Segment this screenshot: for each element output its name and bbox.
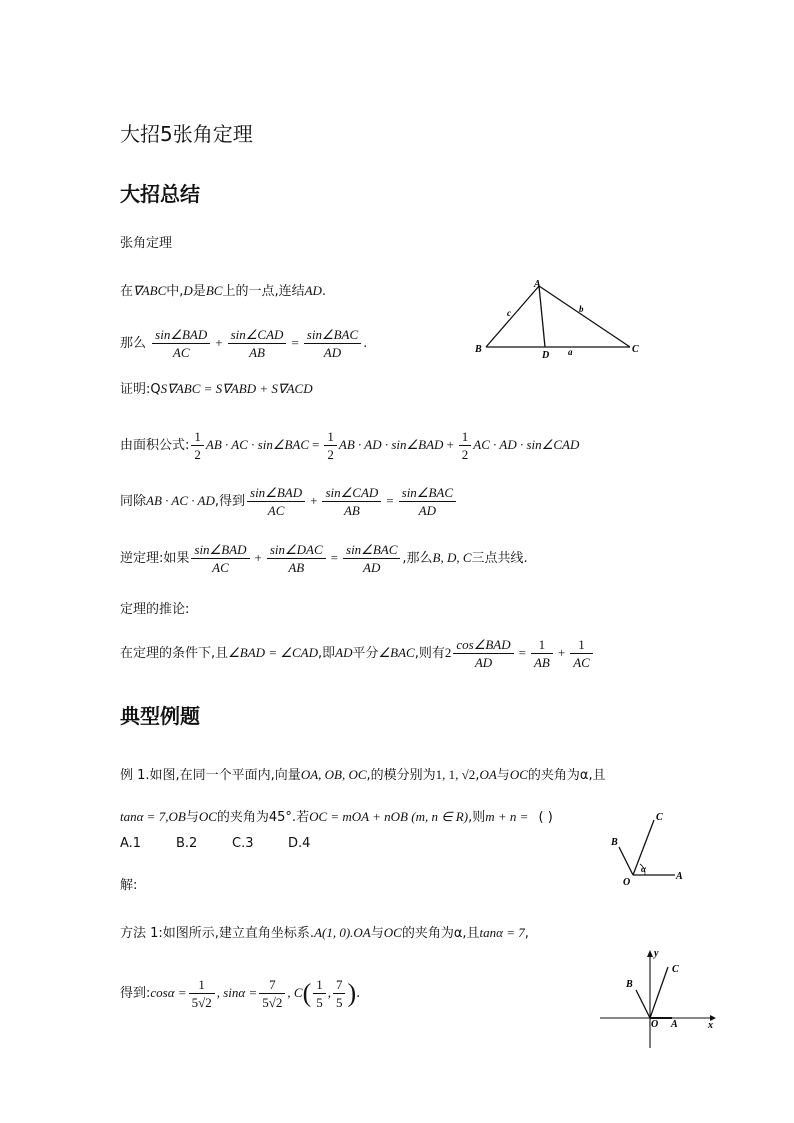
divide-fraction-2: [322, 484, 381, 519]
numerator: sin∠BAD: [152, 326, 210, 344]
setup-segment-bc: BC: [205, 283, 223, 298]
point-label-d: D: [542, 350, 550, 361]
numerator: 1: [570, 636, 593, 654]
result-cos: cosα =: [150, 985, 187, 1000]
converse-fraction-3: [343, 541, 400, 576]
example1-vector-ob: OB: [168, 809, 186, 824]
side-label-b: b: [579, 304, 584, 314]
setup-segment-ad: AD: [304, 283, 322, 298]
numerator: sin∠CAD: [228, 326, 287, 344]
side-ac: [539, 286, 630, 347]
example1-line1: [120, 764, 606, 783]
example1-and: 与: [496, 768, 510, 783]
example1-vector-oa: OA: [479, 767, 497, 782]
numerator: sin∠BAC: [343, 541, 400, 559]
numerator: 1: [189, 976, 215, 994]
denominator: AC: [267, 503, 285, 518]
example1-line2: [120, 806, 553, 825]
converse-fraction-1: [191, 541, 249, 576]
method1-pre: 方法 1:如图所示,建立直角坐标系.: [120, 926, 315, 941]
denominator: AD: [474, 655, 493, 670]
label-b: B: [626, 979, 633, 990]
label-y: y: [654, 948, 659, 959]
converse-tail-pre: ,那么: [402, 551, 433, 566]
vector-oc: [650, 967, 668, 1018]
corollary-bisector: AD: [335, 645, 353, 660]
corollary-fraction-cos: [453, 636, 513, 671]
option-c[interactable]: C.3: [232, 836, 254, 851]
setup-mid3: 上的一点,连结: [222, 284, 305, 299]
setup-mid1: 中,: [166, 284, 184, 299]
denominator: AD: [418, 503, 436, 518]
area-term-3: AC · AD · sin∠CAD: [473, 437, 580, 452]
label-x: x: [708, 1020, 713, 1031]
method1-mid: 的夹角为α,且: [401, 926, 480, 941]
corollary-mid2: 平分: [352, 646, 379, 661]
example1-mid: ,的模分别为: [366, 768, 436, 783]
example1-vector-oc: OC: [509, 767, 528, 782]
numerator: 1: [531, 636, 553, 654]
denominator: AC: [573, 655, 590, 670]
vector-ob: [636, 990, 650, 1018]
result-lead: 得到:: [120, 986, 151, 1001]
example1-mid3: 的夹角为45°.若: [216, 810, 310, 825]
theorem-fraction-1: [152, 326, 210, 361]
corollary-equal-angles: ∠BAD = ∠CAD: [228, 645, 318, 660]
example1-tan: tanα = 7,: [120, 809, 169, 824]
numerator: 7: [259, 976, 285, 994]
denominator: 2: [194, 447, 201, 462]
corollary-mid3: ,则有: [414, 646, 445, 661]
setup-triangle: ∇ABC: [133, 283, 167, 298]
method1-point: A(1, 0).: [314, 925, 354, 940]
corollary-fraction-ac: [570, 636, 593, 671]
label-o: O: [651, 1019, 659, 1030]
example1-mid2: ,: [475, 768, 480, 783]
setup-line: [120, 280, 326, 299]
example1-answer-paren: ( ): [538, 810, 553, 825]
result-sin: , sinα =: [216, 985, 258, 1000]
corollary-fraction-ab: [531, 636, 553, 671]
setup-pre: 在: [120, 284, 134, 299]
example1-end: 的夹角为α,且: [527, 768, 606, 783]
numerator: sin∠BAC: [304, 326, 361, 344]
example1-decomposition: OC = mOA + nOB (m, n ∈ R): [309, 809, 469, 824]
half-fraction-3: [459, 428, 472, 463]
result-line: 得到:cosα = $\frac{1}{5√2}$ , sinα = $\frac{7}{5√2}$ , C( $\frac{1}{5}$ , $\frac{7}{5}$ ).: [120, 977, 361, 1010]
example1-question: m + n =: [485, 809, 529, 824]
vertex-label-a: A: [534, 279, 541, 290]
numerator: 1: [191, 428, 204, 446]
result-point-c: , C: [287, 985, 303, 1000]
section-heading-summary: 大招总结: [120, 182, 200, 206]
converse-points: B, D, C: [432, 550, 472, 565]
side-label-a: a: [568, 347, 573, 357]
area-term-2: AB · AD · sin∠BAD: [338, 437, 444, 452]
option-b[interactable]: B.2: [176, 836, 198, 851]
method1-end: ,: [524, 926, 529, 941]
denominator: 2: [327, 447, 334, 462]
denominator: 2: [461, 447, 469, 462]
divide-expr: AB · AC · AD: [146, 493, 215, 508]
vertex-label-c: C: [632, 344, 639, 355]
numerator: sin∠CAD: [322, 484, 381, 502]
label-c: C: [672, 964, 679, 975]
setup-end: .: [321, 284, 327, 299]
numerator: sin∠DAC: [267, 541, 326, 559]
result-cy: [333, 976, 346, 1011]
numerator: sin∠BAD: [191, 541, 249, 559]
numerator: sin∠BAC: [399, 484, 456, 502]
converse-lead: 逆定理:如果: [120, 551, 190, 566]
example1-and2: 与: [185, 810, 199, 825]
segment-ad: [539, 286, 545, 347]
half-fraction-1: [191, 428, 204, 463]
denominator: AC: [172, 345, 190, 360]
label-a: A: [671, 1019, 678, 1030]
denominator: AB: [249, 345, 265, 360]
converse-line: 逆定理:如果 $\frac{\text{sin∠BAD}}{AC}$ + $\frac{\text{sin∠DAC}}{AB}$ = $\frac{\text{sin∠BAC}}{AD}$ ,那么B, D, C三点共线.: [120, 542, 528, 575]
numerator: 1: [324, 428, 337, 446]
half-fraction-2: [324, 428, 337, 463]
y-axis-arrow-icon: [647, 950, 653, 957]
example1-vector-oc-2: OC: [198, 809, 217, 824]
divide-fraction-1: [247, 484, 305, 519]
theorem-end: .: [363, 336, 368, 351]
corollary-mid: ,即: [318, 646, 336, 661]
divide-line: 同除AB · AC · AD,得到 $\frac{\text{sin∠BAD}}{AC}$ + $\frac{\text{sin∠CAD}}{AB}$ = $\frac{\text{sin∠BAC}}{AD}$: [120, 484, 458, 519]
example1-options: [120, 836, 344, 851]
page-title: 大招5张角定理: [120, 122, 253, 146]
result-end: .: [356, 986, 361, 1001]
denominator: 5: [335, 995, 343, 1010]
converse-tail: 三点共线.: [471, 551, 528, 566]
proof-lead: 证明:Q: [120, 382, 161, 397]
denominator: AD: [363, 560, 381, 575]
example1-vectors: OA, OB, OC: [300, 767, 367, 782]
label-b: B: [611, 837, 618, 848]
numerator: sin∠BAD: [247, 484, 305, 502]
denominator: AD: [323, 345, 342, 360]
result-fraction-cos: [189, 976, 215, 1011]
section-heading-examples: 典型例题: [120, 704, 200, 728]
example1-moduli: 1, 1, √2: [435, 767, 476, 782]
numerator: 1: [459, 428, 472, 446]
theorem-fraction-2: [228, 326, 287, 361]
example1-pre: 例 1.如图,在同一个平面内,向量: [120, 768, 301, 783]
proof-line: [120, 378, 313, 397]
denominator: 5√2: [262, 995, 283, 1010]
converse-fraction-2: [267, 541, 326, 576]
denominator: 5√2: [191, 995, 212, 1010]
corollary-angle: ∠BAC: [378, 645, 415, 660]
area-term-1: AB · AC · sin∠BAC: [205, 437, 310, 452]
corollary-lead: 在定理的条件下,且: [120, 646, 229, 661]
result-fraction-sin: [259, 976, 285, 1011]
method1-vector-oc: OC: [383, 925, 402, 940]
denominator: 5: [316, 995, 323, 1010]
option-d[interactable]: D.4: [288, 836, 311, 851]
setup-mid2: 是: [192, 284, 206, 299]
example1-end2: ,则: [468, 810, 486, 825]
solution-label: 解:: [120, 878, 138, 893]
label-c: C: [656, 812, 663, 823]
corollary-heading: 定理的推论:: [120, 602, 190, 617]
theorem-lead: 那么: [120, 336, 147, 351]
vector-ob: [619, 847, 633, 875]
area-formula-line: 由面积公式: $\frac{1}{2}$ AB · AC · sin∠BAC = $\frac{1}{2}$ AB · AD · sin∠BAD + $\frac{1}{2}$ AC · AD · sin∠CAD: [120, 429, 580, 462]
method1-vector-oa: OA: [353, 925, 371, 940]
denominator: AB: [288, 560, 305, 575]
method1-line: [120, 922, 529, 941]
proof-area-equation: S∇ABC = S∇ABD + S∇ACD: [160, 381, 313, 396]
option-a[interactable]: A.1: [120, 836, 142, 851]
subheading-theorem: 张角定理: [120, 236, 173, 251]
denominator: AB: [343, 503, 360, 518]
denominator: AC: [212, 560, 229, 575]
theorem-fraction-3: [304, 326, 361, 361]
numerator: cos∠BAD: [453, 636, 513, 654]
area-lead: 由面积公式:: [120, 438, 190, 453]
theorem-formula: 那么 $\frac{\text{sin∠BAD}}{AC}$ + $\frac{\text{sin∠CAD}}{AB}$ = $\frac{\text{sin∠BAC}}{AD}$ .: [120, 327, 368, 360]
side-ab: [486, 286, 539, 347]
label-alpha: α: [641, 864, 646, 874]
method1-tan: tanα = 7: [479, 925, 525, 940]
divide-mid: ,得到: [214, 494, 246, 509]
label-o: O: [623, 877, 631, 888]
denominator: AB: [533, 655, 550, 670]
vertex-label-b: B: [475, 344, 482, 355]
corollary-line: 在定理的条件下,且∠BAD = ∠CAD,即AD平分∠BAC,则有2 $\frac{\text{cos∠BAD}}{AD}$ = $\frac{1}{AB}$ + $\frac{1}{AC}$: [120, 636, 595, 671]
numerator: 1: [313, 976, 326, 994]
triangle-figure: [462, 276, 652, 366]
numerator: 7: [333, 976, 346, 994]
corollary-coefficient: 2: [444, 645, 452, 660]
side-label-c: c: [507, 308, 511, 318]
method1-and: 与: [370, 926, 384, 941]
divide-lead: 同除: [120, 494, 147, 509]
label-a: A: [676, 871, 683, 882]
result-cx: [313, 976, 326, 1011]
vector-figure: [605, 805, 695, 890]
divide-fraction-3: [399, 484, 456, 519]
axes-figure: [598, 942, 723, 1052]
setup-point-d: D: [183, 283, 193, 298]
